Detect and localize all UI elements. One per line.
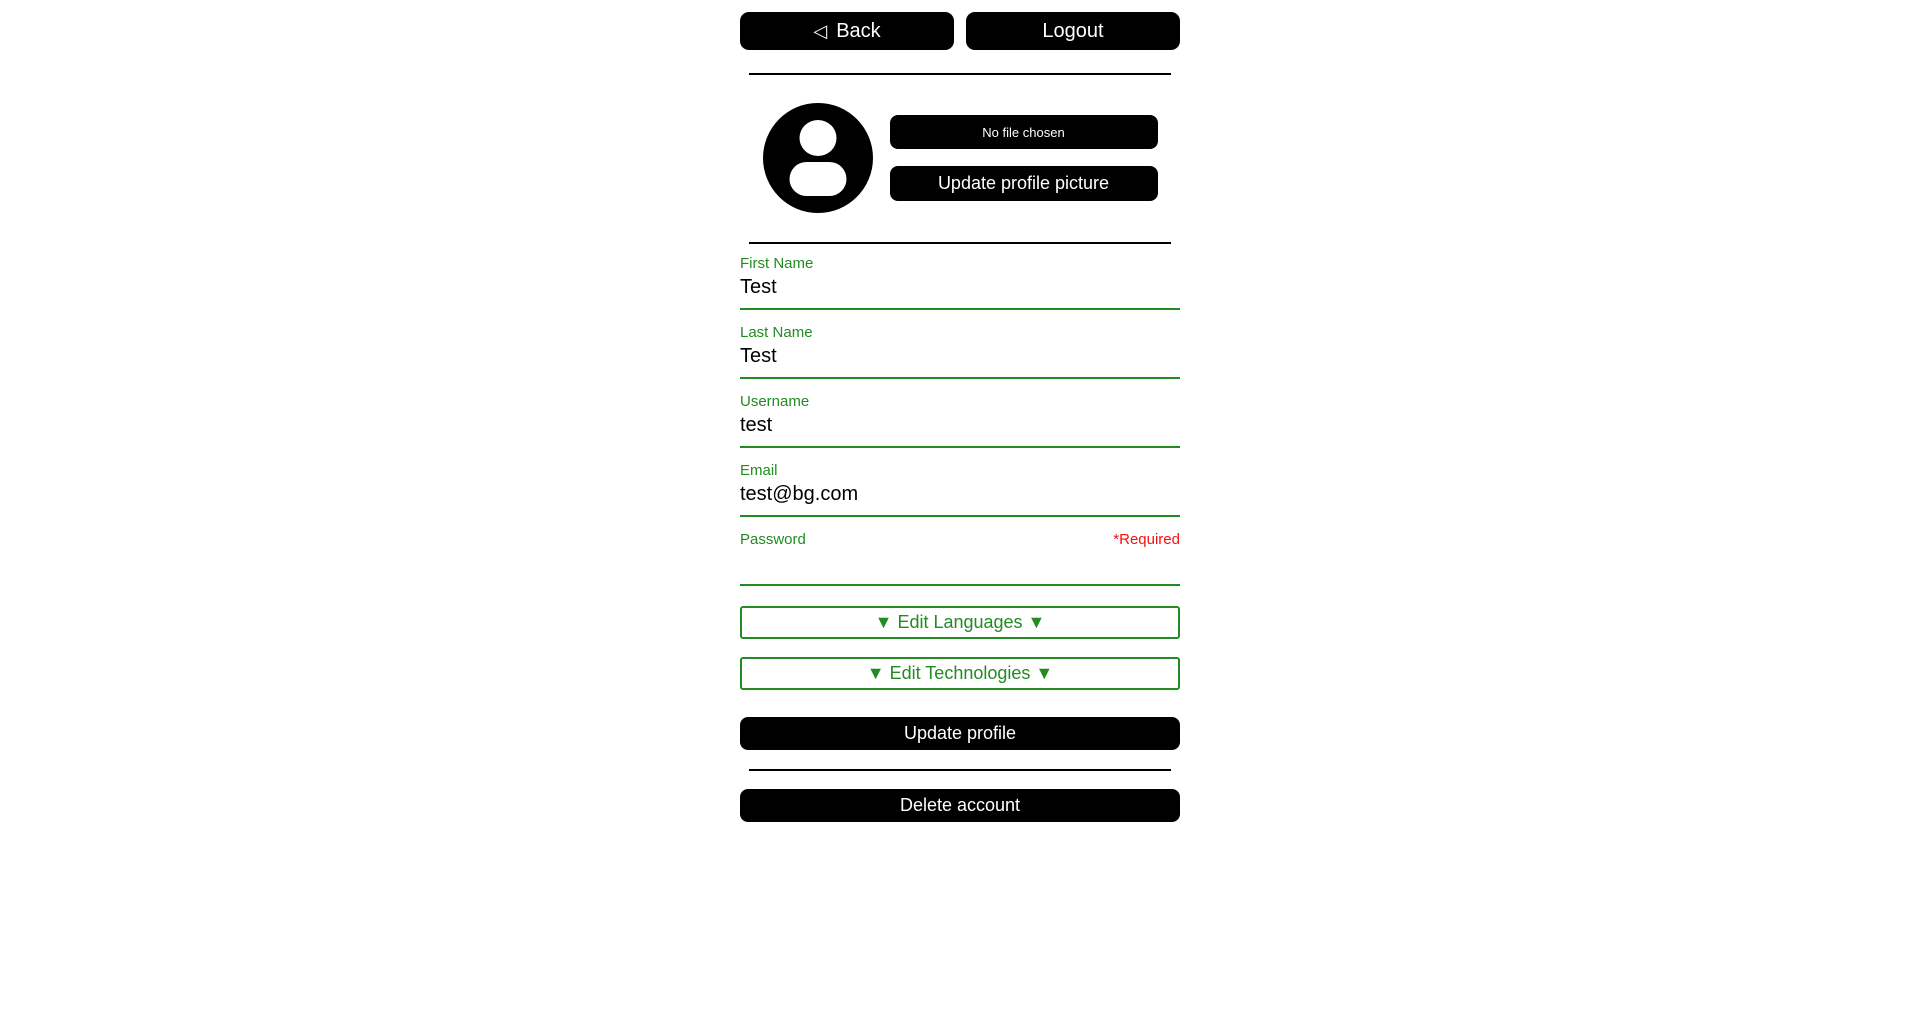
email-input[interactable] [740, 479, 1180, 517]
person-icon-head [799, 120, 836, 156]
back-arrow-icon: ◁ [813, 21, 828, 41]
password-required-note: *Required [1113, 531, 1180, 548]
username-label: Username [740, 393, 810, 410]
edit-technologies-label: ▼ Edit Technologies ▼ [866, 663, 1054, 683]
back-button[interactable] [740, 12, 954, 50]
edit-technologies-button[interactable] [740, 657, 1180, 690]
first-name-field [740, 255, 1180, 310]
edit-languages-button[interactable] [740, 606, 1180, 639]
picture-controls [890, 115, 1158, 201]
top-bar [740, 12, 1180, 50]
person-icon-body [789, 162, 846, 196]
first-name-label: First Name [740, 255, 814, 272]
profile-page [740, 0, 1180, 822]
update-profile-label: Update profile [903, 723, 1017, 743]
file-input-status-text: No file chosen [982, 124, 1065, 140]
last-name-field [740, 324, 1180, 379]
delete-account-button[interactable] [740, 789, 1180, 822]
delete-account-label: Delete account [899, 795, 1021, 815]
password-label: Password [740, 531, 806, 548]
edit-languages-label: ▼ Edit Languages ▼ [874, 612, 1046, 632]
back-button-label: Back [836, 19, 881, 42]
divider-top [749, 73, 1171, 75]
password-label-row [740, 531, 1180, 548]
divider-after-avatar [749, 242, 1171, 244]
divider-before-delete [749, 769, 1171, 771]
profile-picture-section [740, 103, 1180, 213]
update-picture-label: Update profile picture [937, 173, 1110, 193]
username-input[interactable] [740, 410, 1180, 448]
avatar [763, 103, 873, 213]
logout-button[interactable] [966, 12, 1180, 50]
last-name-input[interactable] [740, 341, 1180, 379]
email-field [740, 462, 1180, 517]
last-name-label: Last Name [740, 324, 813, 341]
username-field [740, 393, 1180, 448]
logout-button-label: Logout [1042, 19, 1104, 42]
first-name-input[interactable] [740, 272, 1180, 310]
update-profile-picture-button[interactable] [890, 166, 1158, 201]
update-profile-button[interactable] [740, 717, 1180, 750]
password-input[interactable] [740, 548, 1180, 586]
email-label: Email [740, 462, 778, 479]
password-field [740, 531, 1180, 586]
profile-picture-file-input[interactable] [890, 115, 1158, 149]
